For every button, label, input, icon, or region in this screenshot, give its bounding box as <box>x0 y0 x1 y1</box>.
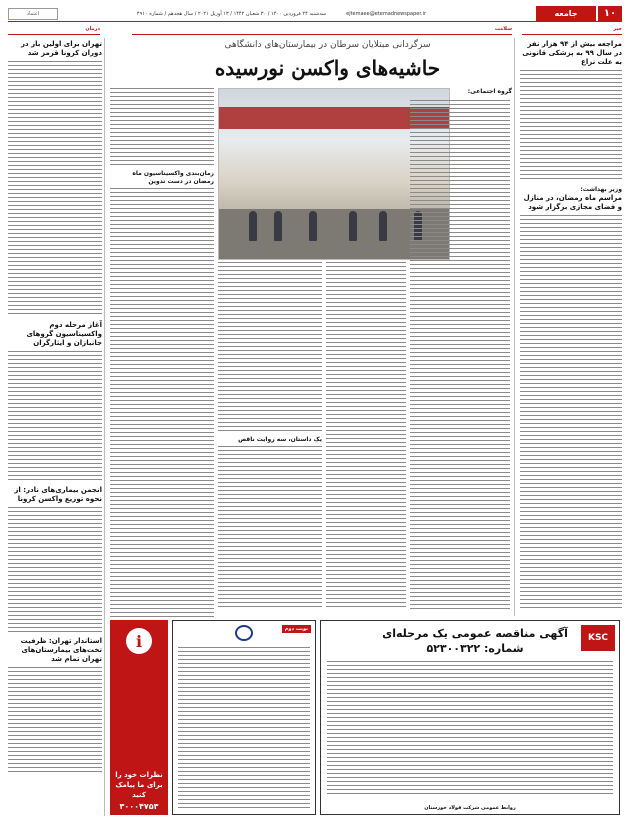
issue-date: سه‌شنبه ۲۴ فروردین ۱۴۰۰ / ۳۰ شعبان ۱۴۴۲ / ۱۳ آوریل ۲۰۲۱ / سال هجدهم / شماره ۴۹۱۰ <box>136 10 327 17</box>
article-body <box>326 262 406 610</box>
left-column <box>8 40 102 772</box>
lead-label: گروه اجتماعی: <box>467 88 512 95</box>
ksc-logo: KSC <box>581 625 615 651</box>
tag-health: سلامت <box>132 26 512 35</box>
article-body <box>520 70 622 180</box>
person-figure <box>349 211 357 241</box>
article-body <box>218 262 322 432</box>
government-notice-ad <box>172 620 316 815</box>
newspaper-logo: اعتماد <box>8 8 58 20</box>
right-column <box>520 40 622 610</box>
article-body <box>410 100 510 610</box>
tender-title: آگهی مناقصه عمومی یک مرحله‌ای <box>382 627 568 640</box>
notice-badge: نوبت دوم <box>282 625 311 633</box>
page-number: ۱۰ <box>598 6 622 22</box>
subhead-minister: وزیر بهداشت: <box>580 186 622 193</box>
article-body <box>218 446 322 610</box>
subhead-ramadan-vaccination: زمان‌بندی واکسیناسیون ماه رمضان در دست تدوین <box>132 170 214 185</box>
article-body <box>110 88 214 166</box>
article-body <box>8 61 102 316</box>
person-figure <box>379 211 387 241</box>
person-figure <box>249 211 257 241</box>
tag-news: خبر <box>522 26 622 35</box>
sms-prompt: نظرات خود را برای ما پیامک کنید <box>115 771 163 799</box>
subhead-three-narratives: یک داستان، سه روایت ناقص <box>238 436 322 443</box>
story-column-3 <box>218 262 322 610</box>
article-body <box>8 351 102 481</box>
notice-body <box>178 647 310 809</box>
person-figure <box>274 211 282 241</box>
headline-ramadan: مراسم ماه رمضان، در منازل و فضای مجازی برگزار شود <box>523 194 622 211</box>
sms-feedback-ad <box>110 620 168 815</box>
page-header <box>8 6 622 22</box>
headline-veterans-vaccination: آغاز مرحله دوم واکسیناسیون گروهای جانبازان و ایثارگران <box>26 321 102 347</box>
headline-hospital-capacity: استاندار تهران: ظرفیت تخت‌های بیمارستان‌های تهران تمام شد <box>20 637 102 663</box>
article-body <box>520 215 622 610</box>
person-figure <box>309 211 317 241</box>
column-divider <box>104 38 105 816</box>
article-body <box>8 667 102 772</box>
story-title: حاشیه‌های واکسن نورسیده <box>214 56 441 80</box>
section-label: جامعه <box>536 6 596 22</box>
story-column-2 <box>326 262 406 610</box>
article-body <box>8 507 102 632</box>
story-kicker: سرگردانی مبتلایان سرطان در بیمارستان‌های دانشگاهی <box>224 40 431 50</box>
tag-treatment: درمان <box>8 26 100 35</box>
tender-footer: روابط عمومی شرکت فولاد خوزستان <box>424 805 516 811</box>
headline-rare-diseases: انجمن بیماری‌های نادر: از نحوه توزیع واکسن کرونا <box>14 486 102 503</box>
info-icon: i <box>126 628 152 654</box>
story-column-4 <box>110 88 214 618</box>
sms-number[interactable]: ۳۰۰۰۴۷۵۳ <box>119 802 159 811</box>
tender-advertisement <box>320 620 620 815</box>
headline-tehran-red: تهران برای اولین بار در دوران کرونا قرمز شد <box>21 40 102 57</box>
column-divider <box>514 38 515 616</box>
headline-forensic: مراجعه بیش از ۹۴ هزار نفر در سال ۹۹ به پزشکی قانونی به علت نزاع <box>522 40 622 66</box>
emblem-icon <box>235 625 253 641</box>
article-body <box>110 188 214 618</box>
tender-body <box>327 661 613 796</box>
story-column-1 <box>410 100 510 610</box>
section-email: ejtemaee@etemadnewspaper.ir <box>346 10 426 17</box>
tender-number: شماره: ۵۲۳۰۰۳۲۲ <box>426 642 524 655</box>
